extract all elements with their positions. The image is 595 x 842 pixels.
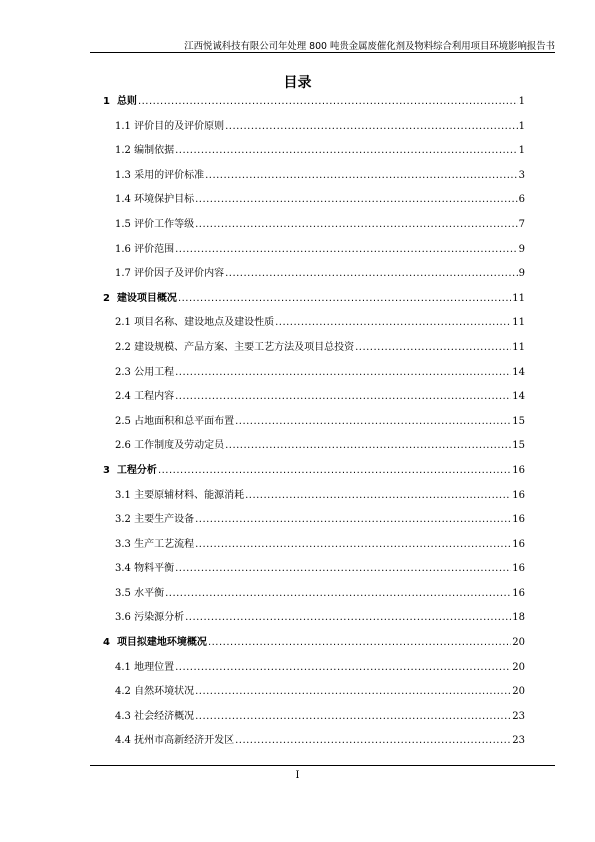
toc-entry-label: 总则: [116, 96, 137, 107]
toc-section-entry[interactable]: [103, 434, 525, 459]
toc-chapter-entry[interactable]: [103, 631, 525, 656]
toc-entry-label: 物料平衡: [134, 563, 175, 575]
toc-entry-number: 2.2: [115, 341, 131, 353]
toc-entry-page: 16: [512, 563, 525, 575]
toc-entry-number: 4.2: [115, 686, 131, 698]
toc-entry-label: 建设项目概况: [116, 292, 177, 304]
toc-entry-number: 3.3: [115, 538, 131, 550]
toc-entry-page: 16: [512, 489, 525, 501]
toc-entry-page: 16: [512, 514, 525, 526]
toc-entry-number: 3.2: [115, 514, 131, 526]
toc-leader-dots: [245, 484, 511, 509]
toc-entry-page: 1: [518, 145, 525, 157]
toc-entry-page: 1: [518, 96, 525, 107]
toc-entry-label: 评价因子及评价内容: [134, 268, 225, 280]
toc-entry-page: 9: [518, 268, 525, 280]
toc-leader-dots: [195, 680, 511, 705]
toc-entry-label: 主要生产设备: [134, 514, 195, 526]
toc-section-entry[interactable]: [103, 336, 525, 361]
toc-leader-dots: [175, 656, 511, 681]
toc-entry-page: 14: [512, 391, 525, 403]
toc-section-entry[interactable]: [103, 410, 525, 435]
toc-leader-dots: [138, 90, 518, 115]
toc-section-entry[interactable]: [103, 213, 525, 238]
toc-leader-dots: [195, 213, 518, 238]
toc-entry-label: 采用的评价标准: [134, 169, 205, 181]
toc-entry-number: 2.5: [115, 415, 131, 427]
toc-section-entry[interactable]: [103, 680, 525, 705]
toc-entry-number: 4.3: [115, 710, 131, 722]
table-of-contents: [103, 90, 525, 754]
toc-entry-page: 1: [518, 120, 525, 132]
toc-entry-page: 16: [512, 538, 525, 550]
toc-entry-label: 环境保护目标: [134, 194, 195, 206]
toc-section-entry[interactable]: [103, 656, 525, 681]
toc-entry-label: 项目名称、建设地点及建设性质: [134, 317, 275, 329]
toc-entry-page: 11: [512, 292, 525, 304]
toc-entry-number: 1.3: [115, 169, 131, 181]
toc-leader-dots: [225, 434, 511, 459]
toc-section-entry[interactable]: [103, 139, 525, 164]
toc-entry-label: 项目拟建地环境概况: [116, 637, 207, 649]
toc-leader-dots: [235, 410, 511, 435]
toc-entry-number: 4.4: [115, 735, 131, 747]
toc-leader-dots: [175, 557, 511, 582]
toc-entry-page: 14: [512, 366, 525, 378]
header-title: 江西悦诚科技有限公司年处理 800 吨贵金属废催化剂及物料综合利用项目环境影响报告书: [184, 41, 555, 52]
toc-entry-label: 占地面积和总平面布置: [134, 415, 235, 427]
toc-entry-label: 地理位置: [134, 661, 175, 673]
toc-entry-number: 1.2: [115, 145, 131, 157]
toc-entry-label: 评价目的及评价原则: [134, 120, 225, 132]
toc-entry-number: 3: [103, 464, 110, 476]
toc-entry-label: 公用工程: [134, 366, 175, 378]
toc-entry-page: 7: [518, 218, 525, 230]
toc-leader-dots: [195, 533, 511, 558]
toc-entry-number: 3.6: [115, 612, 131, 624]
toc-section-entry[interactable]: [103, 533, 525, 558]
page-header: [90, 38, 555, 53]
toc-entry-label: 污染源分析: [134, 612, 185, 624]
toc-entry-page: 16: [512, 464, 525, 476]
toc-leader-dots: [235, 729, 511, 754]
toc-entry-number: 2.6: [115, 440, 131, 452]
footer-page-number: I: [295, 770, 300, 781]
toc-entry-number: 1: [103, 96, 110, 107]
toc-leader-dots: [275, 311, 511, 336]
toc-leader-dots: [175, 139, 518, 164]
toc-entry-number: 2.1: [115, 317, 131, 329]
toc-entry-number: 3.1: [115, 489, 131, 501]
toc-entry-number: 1.5: [115, 218, 131, 230]
toc-leader-dots: [355, 336, 511, 361]
toc-entry-page: 3: [518, 169, 525, 181]
toc-entry-number: 4.1: [115, 661, 131, 673]
toc-entry-label: 生产工艺流程: [134, 538, 195, 550]
toc-entry-page: 16: [512, 587, 525, 599]
toc-section-entry[interactable]: [103, 484, 525, 509]
toc-section-entry[interactable]: [103, 238, 525, 263]
toc-leader-dots: [185, 606, 511, 631]
toc-entry-number: 2.3: [115, 366, 131, 378]
toc-entry-label: 工程分析: [116, 464, 157, 476]
toc-section-entry[interactable]: [103, 582, 525, 607]
toc-section-entry[interactable]: [103, 508, 525, 533]
toc-section-entry[interactable]: [103, 705, 525, 730]
toc-entry-number: 1.1: [115, 120, 131, 132]
toc-section-entry[interactable]: [103, 164, 525, 189]
toc-chapter-entry[interactable]: [103, 459, 525, 484]
toc-entry-number: 1.6: [115, 243, 131, 255]
toc-entry-number: 3.4: [115, 563, 131, 575]
toc-entry-page: 11: [512, 317, 525, 329]
toc-entry-number: 3.5: [115, 587, 131, 599]
toc-entry-page: 11: [512, 341, 525, 353]
toc-section-entry[interactable]: [103, 557, 525, 582]
toc-entry-label: 编制依据: [134, 145, 175, 157]
toc-entry-number: 2.4: [115, 391, 131, 403]
toc-leader-dots: [175, 238, 518, 263]
toc-entry-number: 2: [103, 292, 110, 304]
toc-entry-label: 评价工作等级: [134, 218, 195, 230]
toc-entry-label: 水平衡: [134, 587, 165, 599]
footer-rule: [90, 765, 555, 766]
toc-leader-dots: [175, 361, 511, 386]
toc-section-entry[interactable]: [103, 385, 525, 410]
toc-entry-label: 抚州市高新经济开发区: [134, 735, 235, 747]
toc-entry-label: 工程内容: [134, 391, 175, 403]
toc-entry-page: 20: [512, 686, 525, 698]
toc-leader-dots: [175, 385, 511, 410]
toc-entry-label: 工作制度及劳动定员: [134, 440, 225, 452]
toc-section-entry[interactable]: [103, 188, 525, 213]
toc-entry-label: 评价范围: [134, 243, 175, 255]
toc-leader-dots: [225, 262, 518, 287]
toc-leader-dots: [195, 705, 511, 730]
toc-entry-page: 9: [518, 243, 525, 255]
toc-leader-dots: [178, 287, 511, 312]
toc-entry-page: 23: [512, 710, 525, 722]
toc-section-entry[interactable]: [103, 606, 525, 631]
toc-entry-label: 自然环境状况: [134, 686, 195, 698]
toc-entry-number: 1.7: [115, 268, 131, 280]
toc-entry-number: 4: [103, 637, 110, 649]
toc-leader-dots: [158, 459, 511, 484]
toc-entry-number: 1.4: [115, 194, 131, 206]
toc-entry-page: 15: [512, 440, 525, 452]
toc-leader-dots: [225, 115, 518, 140]
toc-entry-page: 18: [512, 612, 525, 624]
toc-leader-dots: [195, 188, 518, 213]
toc-entry-page: 6: [518, 194, 525, 206]
toc-entry-page: 23: [512, 735, 525, 747]
toc-leader-dots: [205, 164, 518, 189]
toc-entry-page: 20: [512, 637, 525, 649]
toc-section-entry[interactable]: [103, 311, 525, 336]
toc-entry-page: 15: [512, 415, 525, 427]
toc-chapter-entry[interactable]: [103, 90, 525, 115]
toc-entry-page: 20: [512, 661, 525, 673]
toc-entry-label: 建设规模、产品方案、主要工艺方法及项目总投资: [134, 341, 355, 353]
toc-leader-dots: [195, 508, 511, 533]
toc-entry-label: 社会经济概况: [134, 710, 195, 722]
toc-section-entry[interactable]: [103, 262, 525, 287]
toc-title: 目录: [283, 75, 312, 91]
toc-leader-dots: [165, 582, 511, 607]
toc-section-entry[interactable]: [103, 729, 525, 754]
toc-entry-label: 主要原辅材料、能源消耗: [134, 489, 245, 501]
toc-section-entry[interactable]: [103, 361, 525, 386]
toc-chapter-entry[interactable]: [103, 287, 525, 312]
toc-section-entry[interactable]: [103, 115, 525, 140]
toc-leader-dots: [208, 631, 511, 656]
